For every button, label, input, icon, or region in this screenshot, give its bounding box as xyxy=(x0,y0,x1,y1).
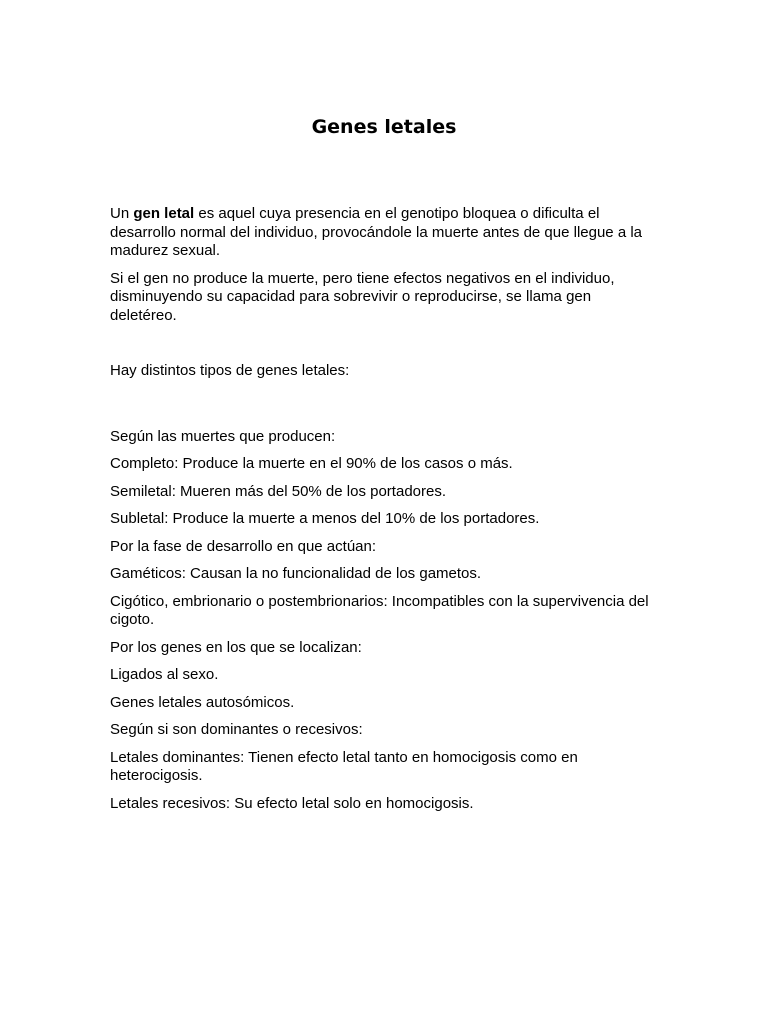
intro-prefix: Un xyxy=(110,205,134,222)
list-item: Gaméticos: Causan la no funcionalidad de los gametos. xyxy=(110,565,482,582)
spacer xyxy=(110,334,655,362)
deleterious-paragraph: Si el gen no produce la muerte, pero tiene efectos negativos en el individuo, disminuyendo su capacidad para sobrevivir o reproducirse, se llama gen deletéreo. xyxy=(110,269,615,324)
list-item: Completo: Produce la muerte en el 90% de los casos o más. xyxy=(110,455,513,472)
list-item: Ligados al sexo. xyxy=(110,666,219,683)
list-item: Semiletal: Mueren más del 50% de los portadores. xyxy=(110,482,447,500)
document-title: Genes letales xyxy=(311,116,457,138)
list-item: Según si son dominantes o recesivos: xyxy=(110,721,363,738)
list-item: Letales recesivos: Su efecto letal solo en homocigosis. xyxy=(110,794,474,812)
intro-paragraph xyxy=(110,205,655,261)
document-body xyxy=(110,205,655,822)
list-item: Según las muertes que producen: xyxy=(110,427,336,445)
intro-suffix: es aquel cuya presencia en el genotipo bloquea o dificulta el desarrollo normal del individuo, provocándole la muerte antes de que llegue a la madurez sexual. xyxy=(110,205,643,259)
list-item: Genes letales autosómicos. xyxy=(110,693,295,711)
list-item: Subletal: Produce la muerte a menos del 10% de los portadores. xyxy=(110,510,540,527)
list-item: Por los genes en los que se localizan: xyxy=(110,638,362,656)
intro-bold-term: gen letal xyxy=(133,205,195,222)
types-intro-paragraph: Hay distintos tipos de genes letales: xyxy=(110,362,350,379)
list-item: Cigótico, embrionario o postembrionarios: Incompatibles con la supervivencia del cigoto. xyxy=(110,592,649,628)
list-item: Por la fase de desarrollo en que actúan: xyxy=(110,537,377,555)
spacer xyxy=(110,390,655,428)
list-item: Letales dominantes: Tienen efecto letal tanto en homocigosis como en heterocigosis. xyxy=(110,748,578,784)
